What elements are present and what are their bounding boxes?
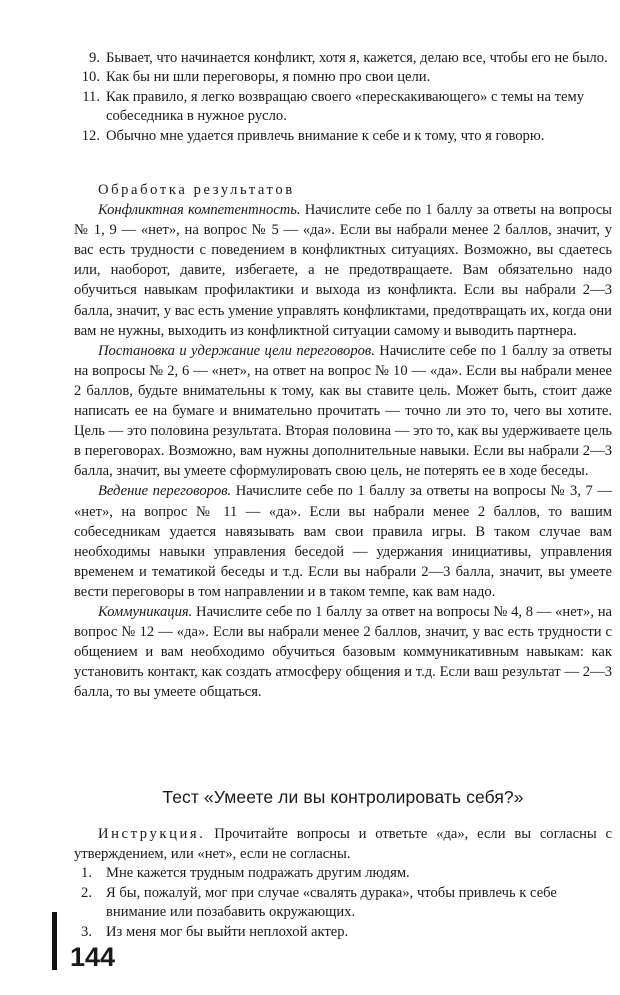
test-questions-list [74, 864, 612, 942]
paragraph-text: Начислите себе по 1 баллу за ответ на вопросы № 4, 8 — «нет», на вопрос № 12 — «да». Если вы набрали менее 2 баллов, значит, у вас есть трудности с общением и вам необходимо обучиться базовым коммуникативным навыкам: как установить контакт, как создать атмосферу общения и т.д. Если ваш результат — 2—3 балла, то вы умеете общаться. [74, 603, 612, 701]
page-number: 144 [70, 942, 116, 972]
instruction-text: Прочитайте вопросы и ответьте «да», если вы согласны с утверждением, или «нет», если не согласны. [74, 826, 612, 862]
question-number: 10. [81, 69, 100, 86]
paragraph-title: Ведение переговоров. [98, 483, 232, 500]
list-item [74, 88, 612, 127]
question-text: Мне кажется трудным подражать другим людям. [106, 865, 410, 882]
question-text: Бывает, что начинается конфликт, хотя я, кажется, делаю все, чтобы его не было. [106, 50, 608, 66]
paragraph-goal [74, 341, 612, 482]
question-number: 12. [81, 127, 100, 144]
paragraph-text: Начислите себе по 1 баллу за ответы на вопросы № 3, 7 — «нет», на вопрос № 11 — «да». Если вы набрали менее 2 баллов, то вашим собеседникам удается навязывать вам свои правила игры. В таком случае вам необходимы навыки управления беседой — удержания инициативы, управления временем и тематикой беседы и т.д. Если вы набрали 2—3 балла, значит, вы умеете вести переговоры в том направлении и в таком темпе, как вам надо. [74, 483, 612, 600]
test-title: Тест «Умеете ли вы контролировать себя?» [162, 787, 524, 807]
results-heading [74, 180, 612, 200]
paragraph-text: Начислите себе по 1 баллу за ответы на вопросы № 1, 9 — «нет», на вопрос № 5 — «да». Если вы набрали менее 2 баллов, значит, у вас есть трудности с поведением в конфликтных ситуациях. Возможно, вы сдаетесь или, наоборот, давите, избегаете, а не предотвращаете. Вам обязательно надо обучиться навыкам профилактики и выхода из конфликта. Если вы набрали 2—3 балла, значит, у вас есть умение управлять конфликтами, предотвращать их, когда они вам не нужны, выходить из конфликтной ситуации самому и выводить партнера. [74, 202, 612, 339]
paragraph-title: Конфликтная компетентность. [98, 202, 301, 219]
results-heading-text: Обработка результатов [98, 182, 295, 198]
list-item [74, 68, 612, 87]
paragraph-title: Постановка и удержание цели переговоров. [98, 342, 375, 359]
questions-top-list [74, 49, 612, 146]
paragraph-text: Начислите себе по 1 баллу за ответы на вопросы № 2, 6 — «нет», на ответ на вопрос № 10 — «да». Если вы набрали менее 2 баллов, будьте внимательны к тому, как вы ставите цель. Может быть, стоит даже написать ее на бумаге и внимательно прочитать — точно ли это то, чего вы хотите. Цель — это половина результата. Вторая половина — это то, как вы удерживаете цель в переговорах. Возможно, вам нужны дополнительные навыки. Если вы набрали 2—3 балла, значит, вы умеете сформулировать свою цель, не потерять ее в ходе беседы. [74, 342, 612, 480]
question-text: Как бы ни шли переговоры, я помню про свои цели. [106, 69, 431, 86]
test-instruction-section [74, 825, 612, 943]
paragraph-conflict [74, 200, 612, 341]
question-text: Из меня мог бы выйти неплохой актер. [106, 923, 349, 940]
question-number: 3. [81, 923, 92, 940]
question-number: 9. [89, 50, 100, 66]
list-item [74, 49, 612, 68]
paragraph-negotiation [74, 481, 612, 602]
results-section [74, 180, 612, 702]
list-item [74, 923, 612, 943]
list-item [74, 884, 612, 923]
paragraph-communication [74, 602, 612, 702]
instruction-label: Инструкция. [98, 826, 206, 842]
test-instruction [74, 825, 612, 864]
question-text: Я бы, пожалуй, мог при случае «свалять дурака», чтобы привлечь к себе внимание или позабавить окружающих. [106, 884, 557, 921]
list-item [74, 864, 612, 884]
question-text: Как правило, я легко возвращаю своего «перескакивающего» с темы на тему собеседника в нужное русло. [106, 88, 584, 125]
question-text: Обычно мне удается привлечь внимание к себе и к тому, что я говорю. [106, 127, 545, 144]
question-number: 2. [81, 884, 92, 901]
page-marker-bar [52, 912, 57, 970]
question-number: 11. [82, 88, 100, 105]
paragraph-title: Коммуникация. [98, 603, 193, 620]
list-item [74, 127, 612, 146]
question-number: 1. [81, 865, 92, 882]
